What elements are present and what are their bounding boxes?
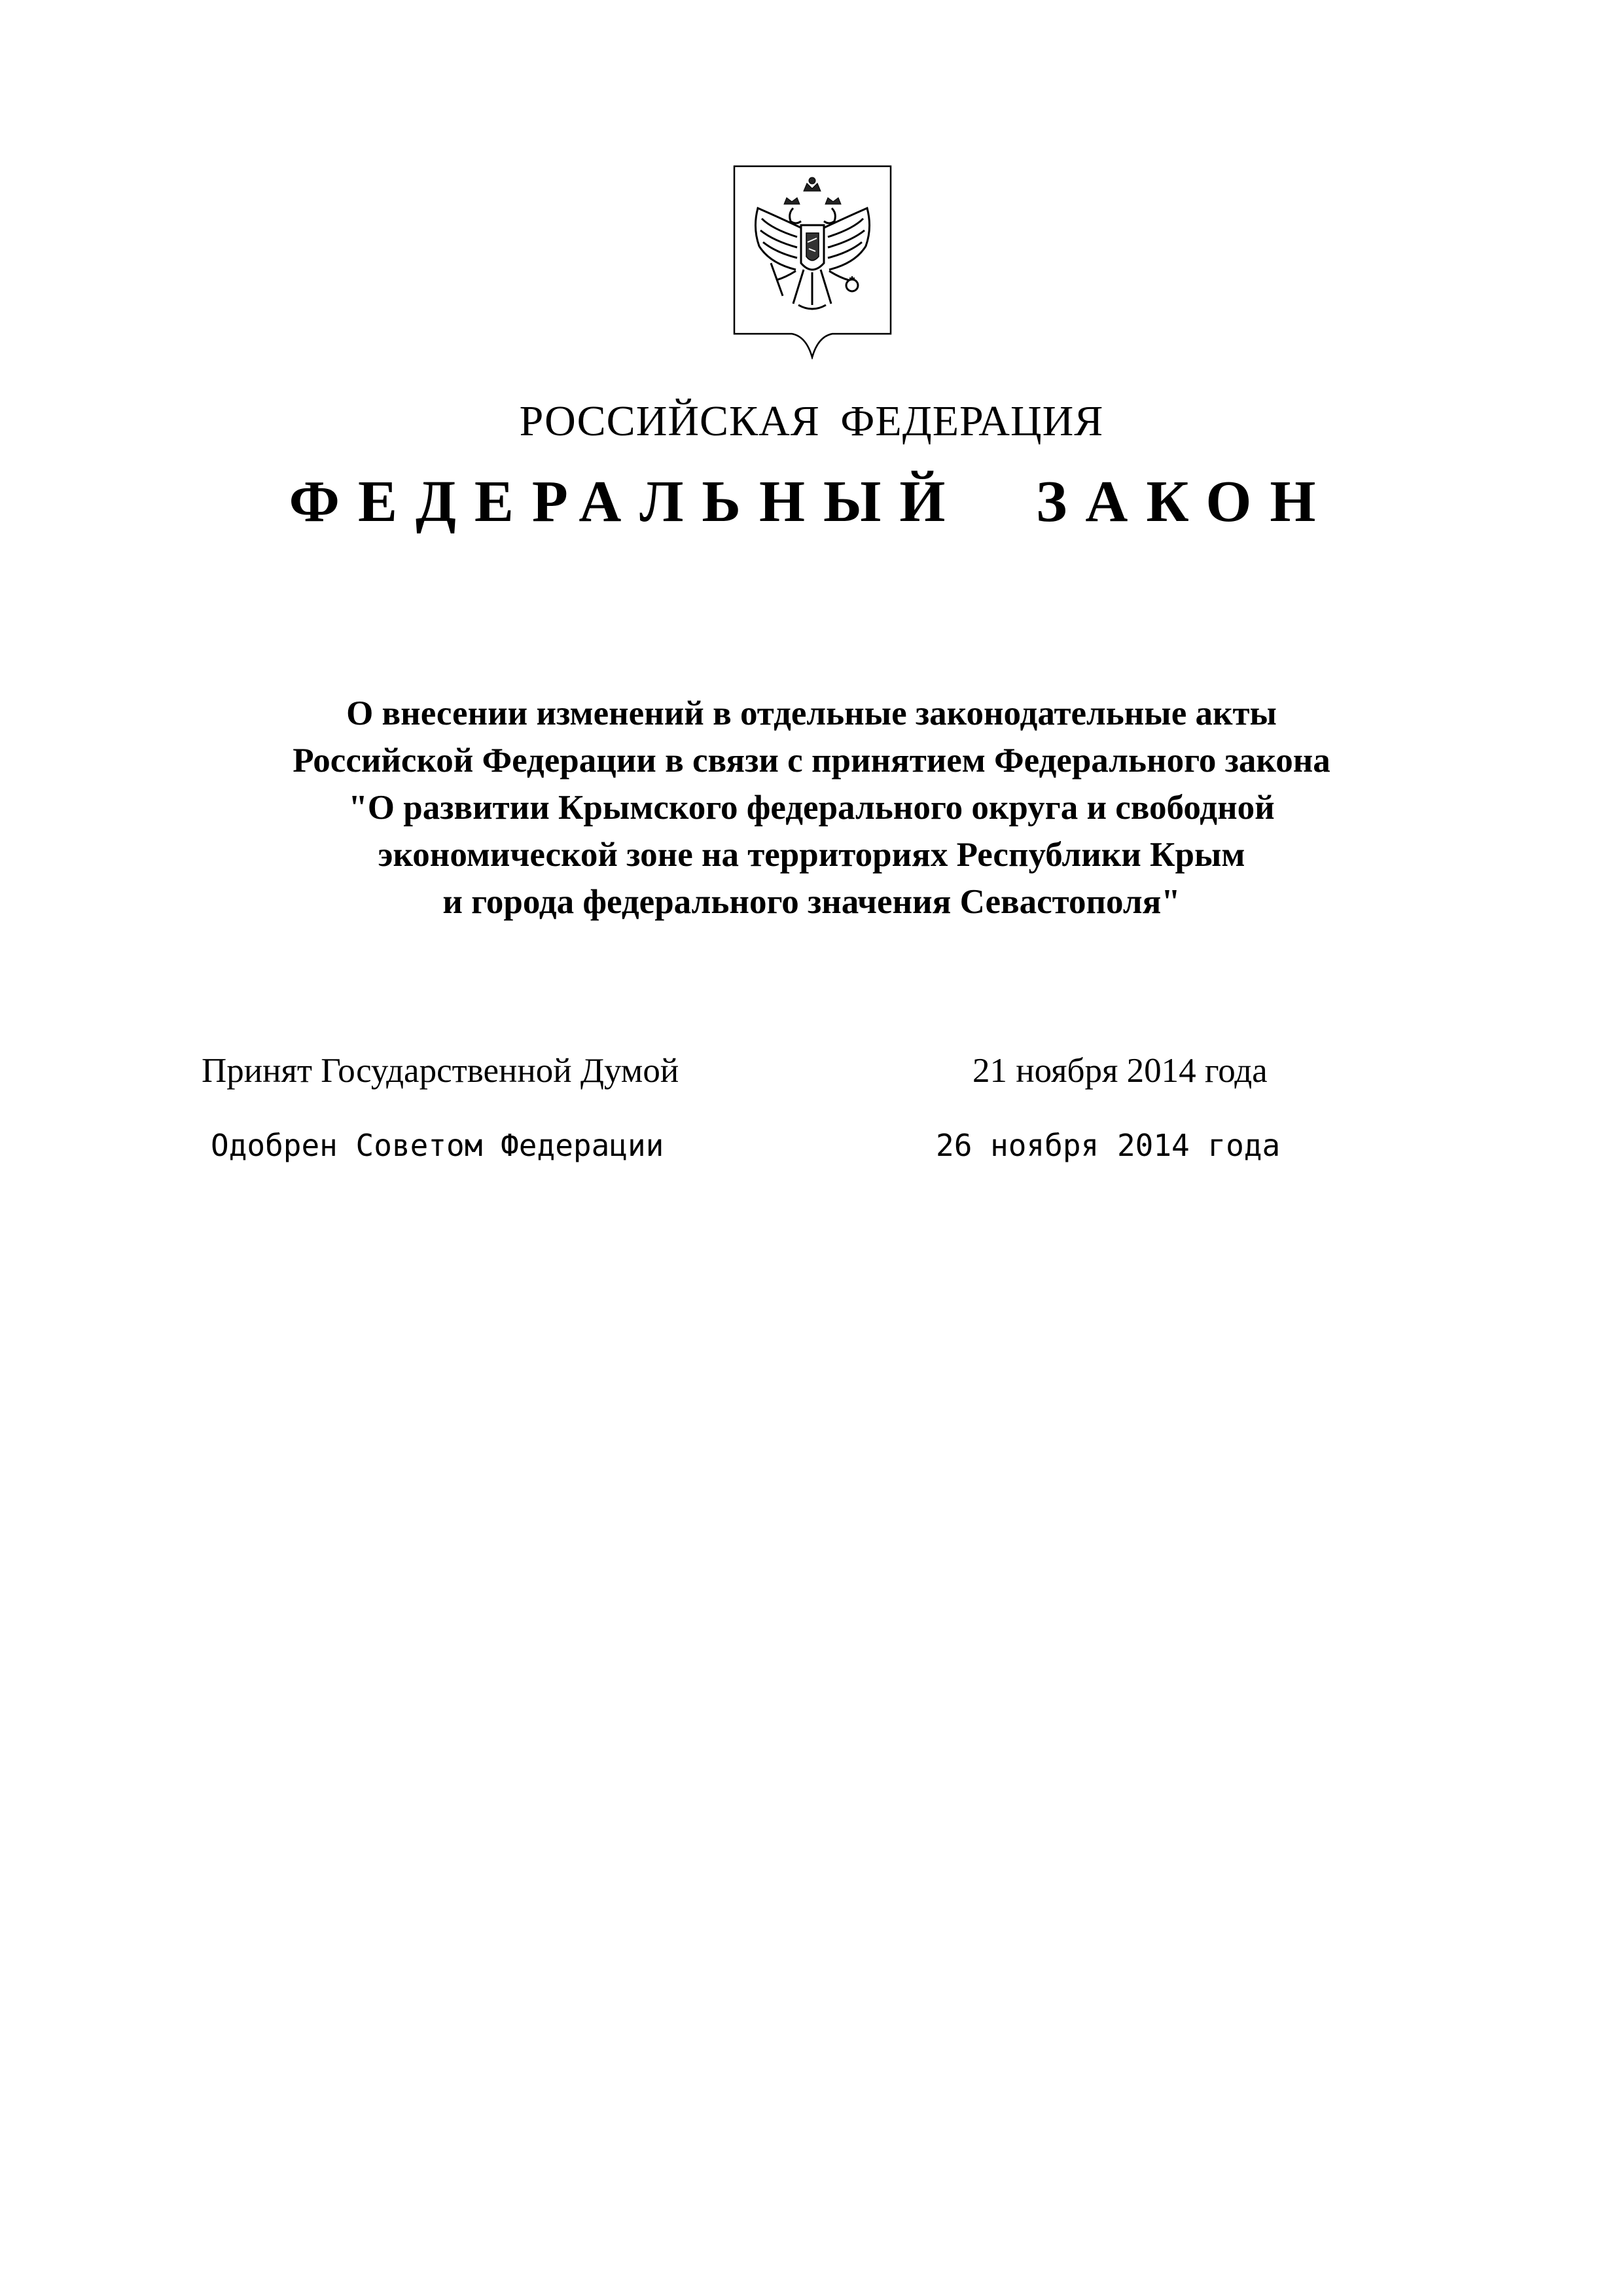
law-title-line: О внесении изменений в отдельные законодательные акты [346, 694, 1277, 732]
law-title-line: "О развитии Крымского федерального округа и свободной [348, 789, 1275, 827]
law-title [0, 690, 1623, 925]
adopted-date: 21 ноября 2014 года [972, 1052, 1268, 1090]
document-type: ФЕДЕРАЛЬНЫЙ ЗАКОН [289, 469, 1334, 534]
law-title-line: экономической зоне на территориях Республики Крым [378, 836, 1245, 874]
law-title-line: и города федерального значения Севастополя" [442, 883, 1181, 921]
law-title-line: Российской Федерации в связи с принятием Федерального закона [293, 742, 1330, 780]
approved-by-council-label: Одобрен Советом Федерации [211, 1128, 664, 1163]
adopted-by-duma-label: Принят Государственной Думой [202, 1052, 679, 1090]
approved-date: 26 ноября 2014 года [936, 1128, 1281, 1163]
coat-of-arms-icon [733, 165, 892, 359]
country-name: РОССИЙСКАЯ ФЕДЕРАЦИЯ [519, 397, 1104, 445]
